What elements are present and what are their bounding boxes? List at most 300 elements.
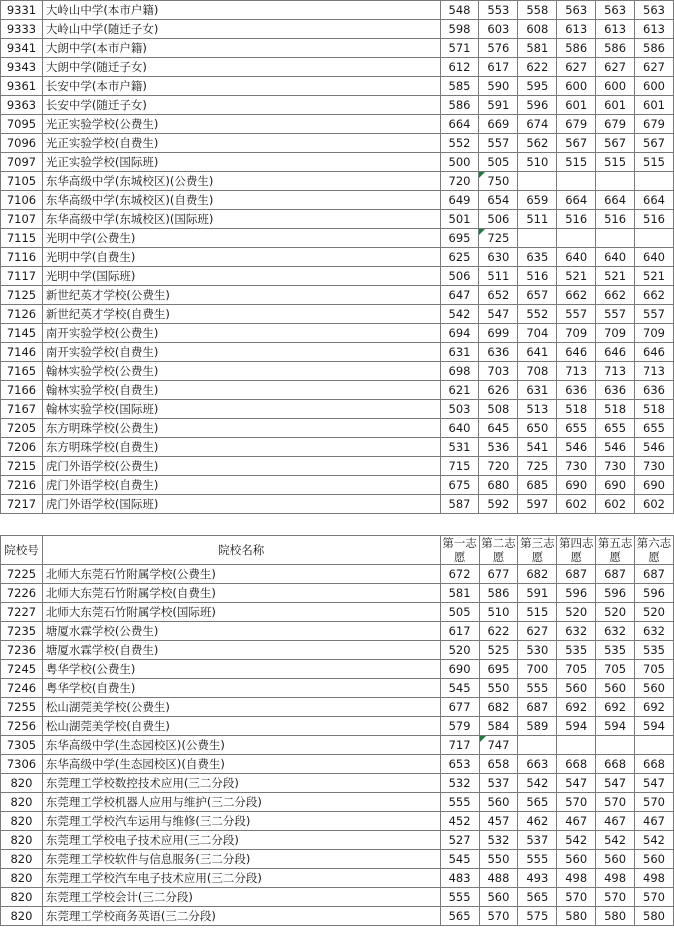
table-row [1,20,674,39]
score-choice-1-cell: 520 [440,641,479,660]
score-choice-3-cell: 591 [518,584,557,603]
score-choice-6-cell: 546 [635,438,674,457]
table-row [1,381,674,400]
school-code-cell: 7245 [1,660,43,679]
school-name-cell: 大朗中学(本市户籍) [42,39,440,58]
score-choice-3-cell [518,229,557,248]
score-choice-5-cell: 580 [596,907,635,926]
table-row [1,869,674,888]
score-choice-4-cell: 655 [557,419,596,438]
school-code-cell: 9331 [1,1,43,20]
school-code-cell: 7256 [1,717,43,736]
score-choice-2-cell: 654 [479,191,518,210]
score-choice-4-cell: 679 [557,115,596,134]
score-choice-4-cell: 498 [557,869,596,888]
school-code-cell: 7097 [1,153,43,172]
table-row [1,717,674,736]
school-code-cell: 820 [1,831,43,850]
score-choice-2-cell: 553 [479,1,518,20]
score-choice-3-cell: 704 [518,324,557,343]
school-name-cell: 北师大东莞石竹附属学校(国际班) [42,603,440,622]
score-choice-6-cell: 498 [635,869,674,888]
score-choice-2-cell: 695 [479,660,518,679]
school-code-cell: 820 [1,869,43,888]
header-school-code: 院校号 [1,536,43,565]
score-choice-2-cell: 699 [479,324,518,343]
score-choice-4-cell [557,736,596,755]
school-name-cell: 东华高级中学(东城校区)(自费生) [42,191,440,210]
score-choice-4-cell: 570 [557,793,596,812]
school-code-cell: 820 [1,774,43,793]
score-choice-5-cell: 586 [596,39,635,58]
score-choice-1-cell: 677 [440,698,479,717]
score-choice-4-cell: 613 [557,20,596,39]
score-choice-1-cell: 585 [440,77,479,96]
score-choice-3-cell: 555 [518,850,557,869]
score-choice-1-cell: 621 [440,381,479,400]
score-choice-2-cell: 680 [479,476,518,495]
score-choice-4-cell: 594 [557,717,596,736]
score-choice-2-cell: 669 [479,115,518,134]
cell-comment-marker [479,229,485,235]
table-row [1,679,674,698]
score-choice-3-cell: 565 [518,793,557,812]
score-choice-6-cell: 602 [635,495,674,514]
score-choice-5-cell: 518 [596,400,635,419]
score-choice-4-cell: 521 [557,267,596,286]
school-name-cell: 光明中学(国际班) [42,267,440,286]
school-code-cell: 7306 [1,755,43,774]
score-choice-6-cell: 560 [635,679,674,698]
score-choice-2-cell: 532 [479,831,518,850]
school-name-cell: 北师大东莞石竹附属学校(自费生) [42,584,440,603]
score-choice-5-cell: 547 [596,774,635,793]
school-code-cell: 7117 [1,267,43,286]
score-choice-6-cell: 570 [635,793,674,812]
score-choice-2-cell: 525 [479,641,518,660]
table-row [1,476,674,495]
school-code-cell: 7106 [1,191,43,210]
score-choice-6-cell: 600 [635,77,674,96]
school-code-cell: 7125 [1,286,43,305]
table-row [1,134,674,153]
score-choice-4-cell [557,229,596,248]
score-choice-3-cell: 700 [518,660,557,679]
score-choice-3-cell: 674 [518,115,557,134]
score-choice-2-cell: 537 [479,774,518,793]
table-row [1,660,674,679]
score-choice-2-cell: 677 [479,565,518,584]
table-row [1,153,674,172]
score-choice-6-cell: 467 [635,812,674,831]
score-choice-1-cell: 552 [440,134,479,153]
school-name-cell: 新世纪英才学校(公费生) [42,286,440,305]
school-name-cell: 翰林实验学校(公费生) [42,362,440,381]
score-choice-5-cell: 498 [596,869,635,888]
table-row [1,96,674,115]
school-code-cell: 9333 [1,20,43,39]
score-choice-6-cell: 596 [635,584,674,603]
table-row [1,267,674,286]
score-choice-6-cell: 627 [635,58,674,77]
score-choice-3-cell: 575 [518,907,557,926]
school-name-cell: 光明中学(公费生) [42,229,440,248]
table-row [1,343,674,362]
score-choice-5-cell: 730 [596,457,635,476]
score-choice-4-cell: 542 [557,831,596,850]
score-choice-3-cell: 682 [518,565,557,584]
score-choice-2-cell: 488 [479,869,518,888]
school-code-cell: 9363 [1,96,43,115]
score-choice-1-cell: 664 [440,115,479,134]
score-choice-1-cell: 542 [440,305,479,324]
table-row [1,305,674,324]
score-choice-2-cell: 511 [479,267,518,286]
school-code-cell: 7216 [1,476,43,495]
school-name-cell: 长安中学(本市户籍) [42,77,440,96]
score-choice-2-cell: 626 [479,381,518,400]
table-row [1,248,674,267]
score-choice-6-cell: 664 [635,191,674,210]
header-choice-2: 第二志愿 [479,536,518,565]
score-choice-6-cell: 705 [635,660,674,679]
score-choice-1-cell: 555 [440,793,479,812]
school-name-cell: 松山湖莞美学校(公费生) [42,698,440,717]
school-code-cell: 820 [1,907,43,926]
score-choice-6-cell: 679 [635,115,674,134]
score-choice-5-cell: 705 [596,660,635,679]
table-row [1,58,674,77]
score-choice-5-cell: 632 [596,622,635,641]
score-choice-6-cell: 535 [635,641,674,660]
table-row [1,793,674,812]
school-name-cell: 东华高级中学(东城校区)(国际班) [42,210,440,229]
score-choice-3-cell: 542 [518,774,557,793]
school-code-cell: 820 [1,793,43,812]
score-choice-2-cell: 584 [479,717,518,736]
score-choice-2-cell: 506 [479,210,518,229]
score-table-lower [0,535,674,926]
score-choice-6-cell: 613 [635,20,674,39]
score-choice-2-cell: 560 [479,888,518,907]
school-name-cell: 翰林实验学校(国际班) [42,400,440,419]
score-choice-5-cell: 542 [596,831,635,850]
score-choice-5-cell: 594 [596,717,635,736]
score-choice-2-cell: 703 [479,362,518,381]
score-choice-5-cell: 563 [596,1,635,20]
score-choice-1-cell: 617 [440,622,479,641]
score-choice-4-cell: 636 [557,381,596,400]
score-choice-3-cell: 530 [518,641,557,660]
cell-comment-marker [479,172,485,178]
school-name-cell: 翰林实验学校(自费生) [42,381,440,400]
score-choice-2-cell: 550 [479,850,518,869]
school-code-cell: 7227 [1,603,43,622]
score-choice-4-cell: 563 [557,1,596,20]
school-code-cell: 820 [1,850,43,869]
header-choice-5: 第五志愿 [596,536,635,565]
score-choice-2-cell: 505 [479,153,518,172]
score-choice-5-cell: 567 [596,134,635,153]
score-choice-6-cell: 520 [635,603,674,622]
score-choice-4-cell: 627 [557,58,596,77]
score-choice-5-cell: 560 [596,850,635,869]
score-choice-4-cell: 664 [557,191,596,210]
score-choice-4-cell: 692 [557,698,596,717]
score-choice-3-cell: 725 [518,457,557,476]
score-choice-2-cell: 747 [479,736,518,755]
school-code-cell: 7115 [1,229,43,248]
score-choice-3-cell: 685 [518,476,557,495]
score-choice-1-cell: 694 [440,324,479,343]
score-choice-5-cell: 662 [596,286,635,305]
score-choice-3-cell: 510 [518,153,557,172]
score-choice-3-cell: 687 [518,698,557,717]
table-row [1,584,674,603]
score-choice-3-cell: 659 [518,191,557,210]
score-choice-2-cell: 658 [479,755,518,774]
score-choice-1-cell: 625 [440,248,479,267]
score-choice-3-cell: 595 [518,77,557,96]
score-choice-4-cell: 640 [557,248,596,267]
score-choice-6-cell: 632 [635,622,674,641]
score-choice-4-cell: 557 [557,305,596,324]
school-code-cell: 7217 [1,495,43,514]
score-choice-5-cell: 692 [596,698,635,717]
score-choice-1-cell: 503 [440,400,479,419]
score-choice-4-cell: 586 [557,39,596,58]
score-choice-6-cell: 567 [635,134,674,153]
school-code-cell: 7215 [1,457,43,476]
score-choice-1-cell: 505 [440,603,479,622]
table-row [1,229,674,248]
school-code-cell: 7166 [1,381,43,400]
school-name-cell: 东莞理工学校汽车运用与维修(三二分段) [42,812,440,831]
school-name-cell: 南开实验学校(自费生) [42,343,440,362]
score-choice-3-cell: 627 [518,622,557,641]
score-choice-6-cell: 636 [635,381,674,400]
score-choice-2-cell: 510 [479,603,518,622]
score-choice-2-cell: 682 [479,698,518,717]
score-choice-3-cell: 708 [518,362,557,381]
header-choice-1: 第一志愿 [440,536,479,565]
table-row [1,438,674,457]
score-choice-2-cell: 586 [479,584,518,603]
score-choice-1-cell: 531 [440,438,479,457]
score-choice-1-cell: 598 [440,20,479,39]
score-choice-1-cell: 581 [440,584,479,603]
score-choice-4-cell: 535 [557,641,596,660]
score-choice-5-cell: 709 [596,324,635,343]
header-choice-4: 第四志愿 [557,536,596,565]
table-row [1,362,674,381]
score-choice-1-cell: 695 [440,229,479,248]
school-code-cell: 7095 [1,115,43,134]
score-choice-4-cell: 516 [557,210,596,229]
score-choice-2-cell: 591 [479,96,518,115]
score-choice-1-cell: 579 [440,717,479,736]
score-choice-4-cell: 560 [557,850,596,869]
score-choice-5-cell: 570 [596,888,635,907]
school-code-cell: 7167 [1,400,43,419]
school-name-cell: 新世纪英才学校(自费生) [42,305,440,324]
table-row [1,641,674,660]
score-choice-1-cell: 631 [440,343,479,362]
score-choice-2-cell: 622 [479,622,518,641]
score-choice-6-cell: 668 [635,755,674,774]
score-choice-1-cell: 647 [440,286,479,305]
score-choice-1-cell: 500 [440,153,479,172]
school-name-cell: 虎门外语学校(公费生) [42,457,440,476]
school-code-cell: 7235 [1,622,43,641]
school-name-cell: 虎门外语学校(自费生) [42,476,440,495]
school-name-cell: 东华高级中学(生态园校区)(自费生) [42,755,440,774]
score-choice-4-cell: 646 [557,343,596,362]
school-name-cell: 东莞理工学校软件与信息服务(三二分段) [42,850,440,869]
school-code-cell: 7236 [1,641,43,660]
table-row [1,888,674,907]
score-choice-5-cell [596,172,635,191]
score-choice-1-cell: 698 [440,362,479,381]
score-choice-2-cell: 570 [479,907,518,926]
school-name-cell: 东莞理工学校商务英语(三二分段) [42,907,440,926]
score-choice-2-cell: 508 [479,400,518,419]
score-choice-3-cell: 650 [518,419,557,438]
score-choice-3-cell: 565 [518,888,557,907]
score-choice-5-cell: 600 [596,77,635,96]
school-code-cell: 820 [1,812,43,831]
score-choice-6-cell: 563 [635,1,674,20]
score-choice-4-cell: 687 [557,565,596,584]
score-choice-3-cell: 541 [518,438,557,457]
header-choice-3: 第三志愿 [518,536,557,565]
score-choice-4-cell: 705 [557,660,596,679]
score-choice-1-cell: 545 [440,679,479,698]
table-row [1,565,674,584]
score-choice-3-cell: 663 [518,755,557,774]
score-choice-3-cell: 622 [518,58,557,77]
score-choice-1-cell: 690 [440,660,479,679]
score-choice-6-cell [635,736,674,755]
table-row [1,850,674,869]
school-code-cell: 820 [1,888,43,907]
score-choice-5-cell: 646 [596,343,635,362]
score-choice-1-cell: 545 [440,850,479,869]
school-name-cell: 粤华学校(自费生) [42,679,440,698]
table-row [1,324,674,343]
school-name-cell: 东莞理工学校数控技术应用(三二分段) [42,774,440,793]
school-name-cell: 东方明珠学校(公费生) [42,419,440,438]
score-choice-5-cell: 713 [596,362,635,381]
score-choice-2-cell: 560 [479,793,518,812]
score-choice-1-cell: 640 [440,419,479,438]
school-name-cell: 东莞理工学校电子技术应用(三二分段) [42,831,440,850]
score-choice-4-cell: 602 [557,495,596,514]
table-row [1,774,674,793]
table-row [1,191,674,210]
score-choice-5-cell: 655 [596,419,635,438]
score-choice-1-cell: 571 [440,39,479,58]
score-choice-1-cell: 452 [440,812,479,831]
score-choice-4-cell: 632 [557,622,596,641]
score-choice-5-cell: 664 [596,191,635,210]
table-row [1,495,674,514]
score-choice-4-cell: 730 [557,457,596,476]
score-choice-1-cell: 717 [440,736,479,755]
score-choice-4-cell: 546 [557,438,596,457]
score-choice-4-cell: 547 [557,774,596,793]
score-choice-2-cell: 592 [479,495,518,514]
score-choice-4-cell: 518 [557,400,596,419]
score-choice-3-cell: 608 [518,20,557,39]
school-name-cell: 光正实验学校(公费生) [42,115,440,134]
table-row [1,603,674,622]
school-name-cell: 东莞理工学校会计(三二分段) [42,888,440,907]
score-choice-2-cell: 725 [479,229,518,248]
score-choice-6-cell: 646 [635,343,674,362]
score-choice-5-cell: 627 [596,58,635,77]
score-choice-6-cell: 709 [635,324,674,343]
score-choice-4-cell: 580 [557,907,596,926]
score-choice-1-cell: 548 [440,1,479,20]
score-choice-2-cell: 576 [479,39,518,58]
score-choice-2-cell: 457 [479,812,518,831]
score-choice-3-cell: 596 [518,96,557,115]
score-choice-5-cell: 557 [596,305,635,324]
score-choice-6-cell: 690 [635,476,674,495]
score-choice-3-cell: 558 [518,1,557,20]
table-row [1,1,674,20]
score-choice-3-cell: 631 [518,381,557,400]
score-choice-3-cell: 581 [518,39,557,58]
score-choice-3-cell: 552 [518,305,557,324]
score-choice-5-cell: 516 [596,210,635,229]
score-choice-2-cell: 636 [479,343,518,362]
school-name-cell: 南开实验学校(公费生) [42,324,440,343]
score-choice-1-cell: 720 [440,172,479,191]
header-choice-6: 第六志愿 [635,536,674,565]
score-choice-4-cell: 601 [557,96,596,115]
score-choice-6-cell: 518 [635,400,674,419]
score-choice-1-cell: 565 [440,907,479,926]
school-code-cell: 7116 [1,248,43,267]
score-choice-1-cell: 506 [440,267,479,286]
school-code-cell: 9343 [1,58,43,77]
score-choice-3-cell: 493 [518,869,557,888]
score-choice-4-cell [557,172,596,191]
table-row [1,210,674,229]
score-choice-5-cell: 467 [596,812,635,831]
score-choice-4-cell: 560 [557,679,596,698]
score-choice-5-cell: 613 [596,20,635,39]
table-row [1,39,674,58]
school-name-cell: 东莞理工学校机器人应用与维护(三二分段) [42,793,440,812]
school-name-cell: 大岭山中学(本市户籍) [42,1,440,20]
school-name-cell: 光正实验学校(自费生) [42,134,440,153]
score-choice-3-cell [518,172,557,191]
score-choice-1-cell: 675 [440,476,479,495]
school-code-cell: 7226 [1,584,43,603]
score-choice-6-cell: 713 [635,362,674,381]
school-name-cell: 北师大东莞石竹附属学校(公费生) [42,565,440,584]
school-name-cell: 大岭山中学(随迁子女) [42,20,440,39]
score-choice-3-cell [518,736,557,755]
score-choice-2-cell: 750 [479,172,518,191]
score-choice-6-cell: 730 [635,457,674,476]
score-choice-5-cell: 596 [596,584,635,603]
school-code-cell: 7146 [1,343,43,362]
school-code-cell: 7126 [1,305,43,324]
